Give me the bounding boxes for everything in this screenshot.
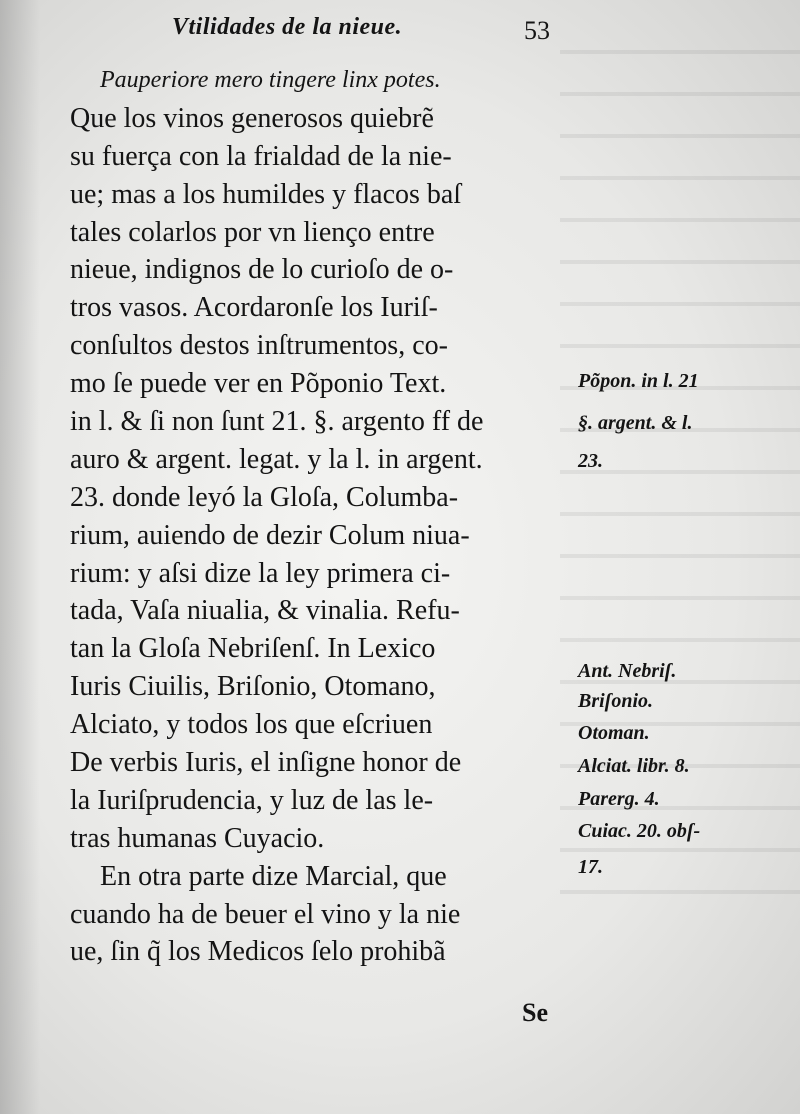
text-line: rium, auiendo de dezir Colum niua- — [70, 519, 470, 551]
text-line: su fuerça con la frialdad de la nie- — [70, 140, 452, 172]
text-line: tan la Gloſa Nebriſenſ. In Lexico — [70, 633, 436, 665]
text-line: Que los vinos generosos quiebrẽ — [70, 102, 434, 134]
text-line: tros vasos. Acordaronſe los Iuriſ- — [70, 292, 438, 324]
text-line: nieue, indignos de lo curioſo de o- — [70, 254, 454, 286]
text-line: auro & argent. legat. y la l. in argent. — [70, 443, 483, 475]
page-header — [172, 12, 572, 48]
margin-note: §. argent. & l. — [578, 412, 693, 434]
margin-note: Põpon. in l. 21 — [578, 370, 699, 392]
text-line: Alciato, y todos los que eſcriuen — [70, 709, 433, 741]
margin-note: Ant. Nebriſ. — [578, 660, 677, 682]
margin-note: 23. — [578, 450, 603, 472]
margin-note: Alciat. libr. 8. — [578, 755, 690, 777]
text-line: rium: y aſsi dize la ley primera ci- — [70, 557, 451, 589]
text-line: mo ſe puede ver en Põponio Text. — [70, 368, 447, 400]
text-line: in l. & ſi non ſunt 21. §. argento ff de — [70, 406, 484, 438]
body-text — [70, 62, 570, 971]
text-line: En otra parte dize Marcial, que — [100, 860, 447, 892]
catchword: Se — [522, 998, 548, 1027]
text-line: ue, ſin q̃ los Medicos ſelo prohibã — [70, 936, 446, 968]
text-line: tales colarlos por vn lienço entre — [70, 216, 435, 248]
margin-note: Briſonio. — [578, 690, 654, 712]
text-line: ue; mas a los humildes y flacos baſ — [70, 178, 462, 210]
verse-quote-line: Pauperiore mero tingere linx potes. — [100, 67, 441, 93]
margin-note: Otoman. — [578, 722, 650, 744]
text-line: la Iuriſprudencia, y luz de las le- — [70, 784, 434, 816]
text-line: cuando ha de beuer el vino y la nie — [70, 898, 461, 930]
running-title: Vtilidades de la nieue. — [172, 14, 403, 40]
text-line: Iuris Ciuilis, Briſonio, Otomano, — [70, 671, 436, 703]
text-line: tras humanas Cuyacio. — [70, 822, 325, 854]
margin-note: Cuiac. 20. obſ- — [578, 820, 701, 842]
text-line: tada, Vaſa niualia, & vinalia. Refu- — [70, 595, 460, 627]
text-line: De verbis Iuris, el inſigne honor de — [70, 747, 462, 779]
page-number: 53 — [524, 16, 550, 45]
margin-note: Parerg. 4. — [578, 788, 660, 810]
gutter-shadow — [0, 0, 40, 1114]
text-line: 23. donde leyó la Gloſa, Columba- — [70, 481, 459, 513]
text-line: conſultos destos inſtrumentos, co- — [70, 330, 448, 362]
margin-note: 17. — [578, 856, 603, 878]
